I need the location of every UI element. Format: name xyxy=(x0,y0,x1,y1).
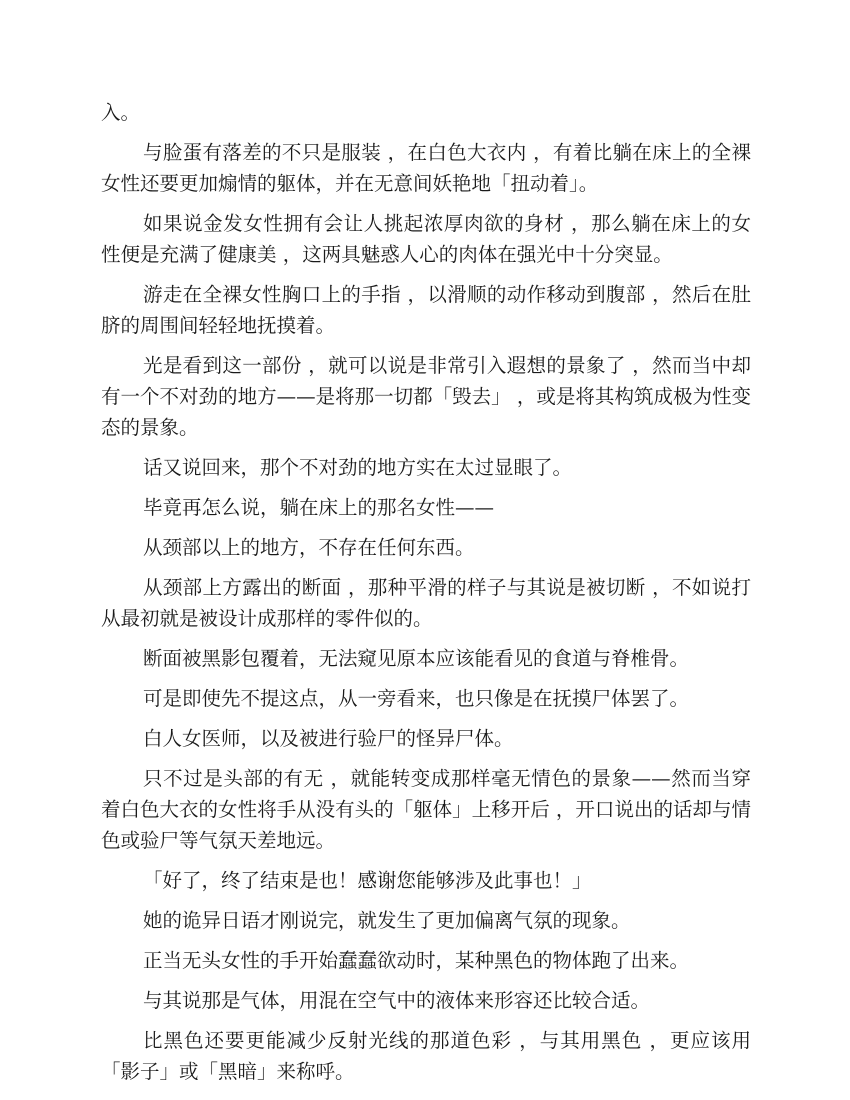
paragraph: 话又说回来，那个不对劲的地方实在太过显眼了。 xyxy=(143,456,573,479)
paragraph: 正当无头女性的手开始蠢蠢欲动时，某种黑色的物体跑了出来。 xyxy=(143,949,690,972)
paragraph: 从颈部以上的地方，不存在任何东西。 xyxy=(143,536,475,559)
paragraph: 比黑色还要更能减少反射光线的那道色彩 ，与其用黑色 ，更应该用「影子」或「黑暗」来称呼。 xyxy=(101,1029,751,1083)
paragraph: 毕竟再怎么说，躺在床上的那名女性—— xyxy=(143,496,495,519)
paragraph: 「好了，终了结束是也！感谢您能够涉及此事也！」 xyxy=(143,869,592,892)
paragraph: 从颈部上方露出的断面 ，那种平滑的样子与其说是被切断 ，不如说打从最初就是被设计成那样的零件似的。 xyxy=(101,576,751,630)
paragraph: 只不过是头部的有无 ，就能转变成那样毫无情色的景象——然而当穿着白色大衣的女性将手从没有头的「躯体」上移开后 ，开口说出的话却与情色或验尸等气氛天差地远。 xyxy=(101,767,751,852)
paragraph: 她的诡异日语才刚说完，就发生了更加偏离气氛的现象。 xyxy=(143,909,631,932)
paragraph: 光是看到这一部份 ，就可以说是非常引入遐想的景象了 ，然而当中却有一个不对劲的地方——是将那一切都「毁去」 ，或是将其构筑成极为性变态的景象。 xyxy=(101,354,751,439)
paragraph: 入。 xyxy=(101,101,141,124)
paragraph: 可是即使先不提这点，从一旁看来，也只像是在抚摸尸体罢了。 xyxy=(143,687,690,710)
paragraph: 与脸蛋有落差的不只是服装 ，在白色大衣内 ，有着比躺在床上的全裸女性还要更加煽情的躯体，并在无意间妖艳地「扭动着」。 xyxy=(101,141,751,195)
paragraph: 如果说金发女性拥有会让人挑起浓厚肉欲的身材 ，那么躺在床上的女性便是充满了健康美 ，这两具魅惑人心的肉体在强光中十分突显。 xyxy=(101,212,751,266)
paragraph: 与其说那是气体，用混在空气中的液体来形容还比较合适。 xyxy=(143,989,651,1012)
paragraph: 白人女医师，以及被进行验尸的怪异尸体。 xyxy=(143,727,514,750)
paragraph: 游走在全裸女性胸口上的手指 ，以滑顺的动作移动到腹部 ，然后在肚脐的周围间轻轻地抚摸着。 xyxy=(101,283,751,337)
document-page xyxy=(101,97,751,1096)
paragraph: 断面被黑影包覆着，无法窥见原本应该能看见的食道与脊椎骨。 xyxy=(143,647,690,670)
